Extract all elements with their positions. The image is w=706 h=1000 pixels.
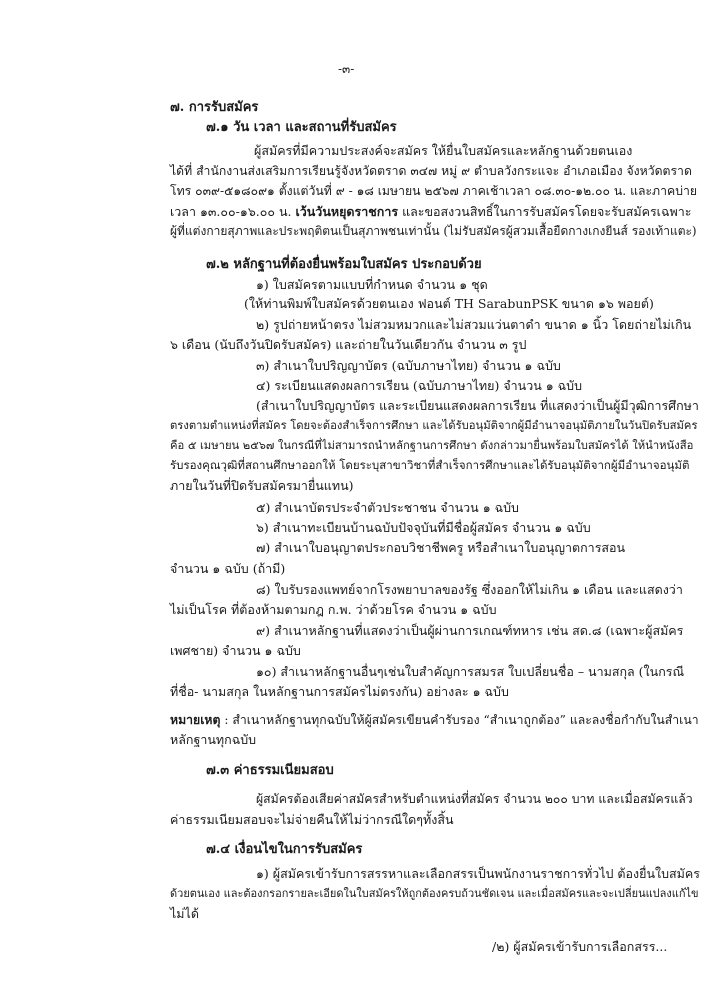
section-7-1-line-5: ผู้ที่แต่งกายสุภาพและประพฤติตนเป็นสุภาพชนเท่านั้น (ไม่รับสมัครผู้สวมเสื้อยืดกางเกงยีนส์ รองเท้าแตะ) [170,224,697,238]
section-7-4-heading: ๗.๔ เงื่อนไขในการรับสมัคร [206,842,363,857]
document-item-6: ๖) สำเนาทะเบียนบ้านฉบับปัจจุบันที่มีชื่อผู้สมัคร จำนวน ๑ ฉบับ [256,520,591,535]
remark-line-1 [170,712,699,728]
section-7-4-line-3: ไม่ได้ [170,906,199,921]
section-7-3-line-1: ผู้สมัครต้องเสียค่าสมัครสำหรับตำแหน่งที่สมัคร จำนวน ๒๐๐ บาท และเมื่อสมัครแล้ว [256,792,693,806]
section-7-1-line-1: ผู้สมัครที่มีความประสงค์จะสมัคร ให้ยื่นใบสมัครและหลักฐานด้วยตนเอง [254,143,633,158]
document-item-7-line-2: จำนวน ๑ ฉบับ (ถ้ามี) [170,561,286,576]
document-item-9-line-1: ๙) สำเนาหลักฐานที่แสดงว่าเป็นผู้ผ่านการเกณฑ์ทหาร เช่น สด.๘ (เฉพาะผู้สมัคร [256,623,684,638]
section-7-3-line-2: ค่าธรรมเนียมสอบจะไม่จ่ายคืนให้ไม่ว่ากรณีใดๆทั้งสิ้น [170,812,454,827]
section-7-1-reservation: และขอสงวนสิทธิ์ในการรับสมัครโดยจะรับสมัครเฉพาะ [402,204,692,219]
section-7-heading: ๗. การรับสมัคร [170,100,259,115]
page-number: -๓- [338,62,355,76]
remark-line-2: หลักฐานทุกฉบับ [170,732,257,747]
section-7-1-line-3: โทร ๐๓๙-๕๑๘๐๙๑ ตั้งแต่วันที่ ๙ - ๑๘ เมษายน ๒๕๖๗ ภาคเช้าเวลา ๐๘.๓๐-๑๒.๐๐ น. และภาคบ่าย [170,184,698,198]
document-item-10-line-2: ที่ชื่อ- นามสกุล ในหลักฐานการสมัครไม่ตรงกัน) อย่างละ ๑ ฉบับ [170,684,509,699]
section-7-1-heading: ๗.๑ วัน เวลา และสถานที่รับสมัคร [206,120,397,135]
degree-note-line-3: คือ ๕ เมษายน ๒๕๖๗ ในกรณีที่ไม่สามารถนำหลักฐานการศึกษา ดังกล่าวมายื่นพร้อมใบสมัครได้ ให้นำหนังสือ [170,439,694,452]
document-item-1: ๑) ใบสมัครตามแบบที่กำหนด จำนวน ๑ ชุด [256,277,488,292]
section-7-1-holiday-note: เว้นวันหยุดราชการ [295,204,399,219]
document-item-4: ๔) ระเบียนแสดงผลการเรียน (ฉบับภาษาไทย) จำนวน ๑ ฉบับ [256,378,583,393]
remark-text: : สำเนาหลักฐานทุกฉบับให้ผู้สมัครเขียนคำรับรอง “สำเนาถูกต้อง” และลงชื่อกำกับในสำเนา [224,713,699,727]
section-7-1-line-4 [170,204,691,219]
remark-label: หมายเหตุ [170,712,221,727]
document-item-5: ๕) สำเนาบัตรประจำตัวประชาชน จำนวน ๑ ฉบับ [256,500,519,515]
document-item-10-line-1: ๑๐) สำเนาหลักฐานอื่นๆเช่นใบสำคัญการสมรส ใบเปลี่ยนชื่อ – นามสกุล (ในกรณี [256,664,685,679]
document-item-1-note: (ให้ท่านพิมพ์ใบสมัครด้วยตนเอง ฟอนต์ TH SarabunPSK ขนาด ๑๖ พอยต์) [244,296,654,311]
document-item-3: ๓) สำเนาใบปริญญาบัตร (ฉบับภาษาไทย) จำนวน ๑ ฉบับ [256,358,561,373]
document-item-2-line-1: ๒) รูปถ่ายหน้าตรง ไม่สวมหมวกและไม่สวมแว่นตาดำ ขนาด ๑ นิ้ว โดยถ่ายไม่เกิน [256,317,692,332]
section-7-1-hours: เวลา ๑๓.๐๐-๑๖.๐๐ น. [170,204,292,219]
continued-marker: /๒) ผู้สมัครเข้ารับการเลือกสรร... [492,939,668,954]
degree-note-line-4: รับรองคุณวุฒิที่สถานศึกษาออกให้ โดยระบุสาขาวิชาที่สำเร็จการศึกษาและได้รับอนุมัติจากผู้มีอำนาจอนุมัติ [170,458,690,472]
section-7-4-line-2: ด้วยตนเอง และต้องกรอกรายละเอียดในใบสมัครให้ถูกต้องครบถ้วนชัดเจน และเมื่อสมัครและจะเปลี่ยนแปลงแก้ไข [170,887,699,900]
document-item-9-line-2: เพศชาย) จำนวน ๑ ฉบับ [170,643,301,658]
section-7-3-heading: ๗.๓ ค่าธรรมเนียมสอบ [206,763,334,778]
section-7-1-line-2: ได้ที่ สำนักงานส่งเสริมการเรียนรู้จังหวัดตราด ๓๔๗ หมู่ ๙ ตำบลวังกระแจะ อำเภอเมือง จังหวัดตราด [170,164,692,178]
degree-note-line-2: ตรงตามตำแหน่งที่สมัคร โดยจะต้องสำเร็จการศึกษา และได้รับอนุมัติจากผู้มีอำนาจอนุมัติภายในวันปิดรับสมัคร [170,419,698,432]
document-item-7-line-1: ๗) สำเนาใบอนุญาตประกอบวิชาชีพครู หรือสำเนาใบอนุญาตการสอน [256,540,626,555]
document-item-2-line-2: ๖ เดือน (นับถึงวันปิดรับสมัคร) และถ่ายในวันเดียวกัน จำนวน ๓ รูป [170,337,527,352]
document-item-8-line-1: ๘) ใบรับรองแพทย์จากโรงพยาบาลของรัฐ ซึ่งออกให้ไม่เกิน ๑ เดือน และแสดงว่า [256,582,683,597]
degree-note-line-5: ภายในวันที่ปิดรับสมัครมายื่นแทน) [170,478,354,493]
document-item-8-line-2: ไม่เป็นโรค ที่ต้องห้ามตามกฎ ก.พ. ว่าด้วยโรค จำนวน ๑ ฉบับ [170,602,497,617]
degree-note-line-1: (สำเนาใบปริญญาบัตร และระเบียนแสดงผลการเรียน ที่แสดงว่าเป็นผู้มีวุฒิการศึกษา [256,398,699,413]
section-7-2-heading: ๗.๒ หลักฐานที่ต้องยื่นพร้อมใบสมัคร ประกอบด้วย [206,257,482,272]
section-7-4-line-1: ๑) ผู้สมัครเข้ารับการสรรหาและเลือกสรรเป็นพนักงานราชการทั่วไป ต้องยื่นใบสมัคร [256,866,700,881]
